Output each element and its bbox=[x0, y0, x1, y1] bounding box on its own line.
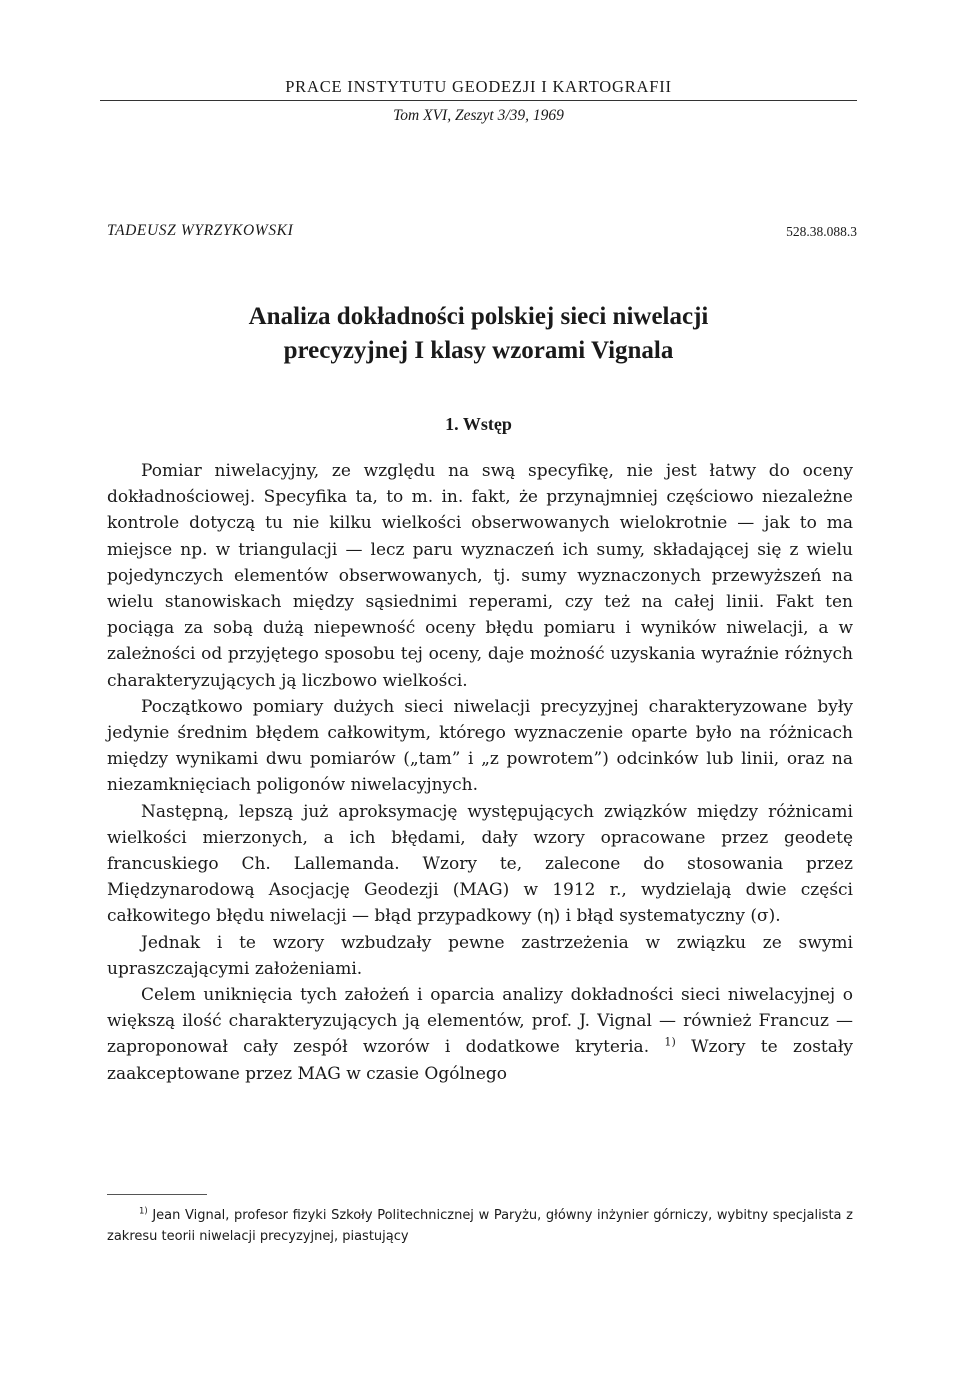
section-heading: 1. Wstęp bbox=[445, 414, 512, 434]
paragraph: Pomiar niwelacyjny, ze względu na swą specyfikę, nie jest łatwy do oceny dokładnościowej. Specyfika ta, to m. in. fakt, że przynajmniej częściowo niezależne kontrole dotyczą tu nie kilku wielkości obserwowanych wielokrotnie — jak to ma miejsce np. w triangulacji — lecz paru wyznaczeń ich sumy, składającej się z wielu pojedynczych elementów obserwowanych, tj. sumy wyznaczonych przewyższeń na wielu stanowiskach między sąsiednimi reperami, czy też na całej linii. Fakt ten pociąga za sobą dużą niepewność oceny błędu pomiaru i wyników niwelacji, a w zależności od przyjętego sposobu tej oceny, daje możność uzyskania wyraźnie różnych charakteryzujących ją liczbowo wielkości. bbox=[107, 461, 853, 691]
paragraph: Następną, lepszą już aproksymację występujących związków między różnicami wielkości mierzonych, a ich błędami, dały wzory opracowane przez geodetę francuskiego Ch. Lallemanda. Wzory te, zalecone do stosowania przez Międzynarodową Asocjację Geodezji (MAG) w 1912 r., wydzielają dwie części całkowitego błędu niwelacji — błąd przypadkowy (η) i błąd systematyczny (σ). bbox=[107, 801, 853, 927]
article-title-line-2: precyzyjnej I klasy wzorami Vignala bbox=[283, 337, 674, 364]
journal-title: PRACE INSTYTUTU GEODEZJI I KARTOGRAFII bbox=[285, 77, 672, 96]
journal-volume: Tom XVI, Zeszyt 3/39, 1969 bbox=[393, 107, 564, 124]
article-title-line-1: Analiza dokładności polskiej sieci niwelacji bbox=[248, 303, 709, 330]
paragraph-last bbox=[107, 982, 853, 1087]
footnote-text: Jean Vignal, profesor fizyki Szkoły Politechnicznej w Paryżu, główny inżynier górniczy, wybitny specjalista z zakresu teorii niwelacji precyzyjnej, piastujący bbox=[107, 1208, 853, 1244]
footnote-marker: 1) bbox=[139, 1205, 148, 1216]
article-title bbox=[100, 300, 857, 368]
paragraph-text: Wzory te zostały zaakceptowane przez MAG w czasie Ogólnego bbox=[107, 1037, 853, 1084]
author-name: TADEUSZ WYRZYKOWSKI bbox=[107, 222, 294, 239]
paragraph: Początkowo pomiary dużych sieci niwelacji precyzyjnej charakteryzowane były jedynie średnim błędem całkowitym, którego wyznaczenie oparte było na różnicach między wynikami dwu pomiarów („tam” i „z powrotem”) odcinków lub linii, oraz na niezamknięciach poligonów niwelacyjnych. bbox=[107, 696, 853, 796]
header-rule bbox=[100, 100, 857, 101]
paragraph: Jednak i te wzory wzbudzały pewne zastrzeżenia w związku ze swymi upraszczającymi założeniami. bbox=[107, 932, 853, 979]
udc-classification: 528.38.088.3 bbox=[786, 224, 857, 239]
footnote-reference[interactable]: 1) bbox=[664, 1035, 676, 1049]
body-text bbox=[107, 458, 853, 1087]
footnote bbox=[107, 1205, 853, 1247]
footnote-rule bbox=[107, 1194, 207, 1195]
paragraph-text: Celem uniknięcia tych założeń i oparcia analizy dokładności sieci niwelacyjnej o większą ilość charakteryzujących ją elementów, prof. J. Vignal — również Francuz — zaproponował cały zespół wzorów i dodatkowe kryteria. bbox=[107, 985, 853, 1058]
